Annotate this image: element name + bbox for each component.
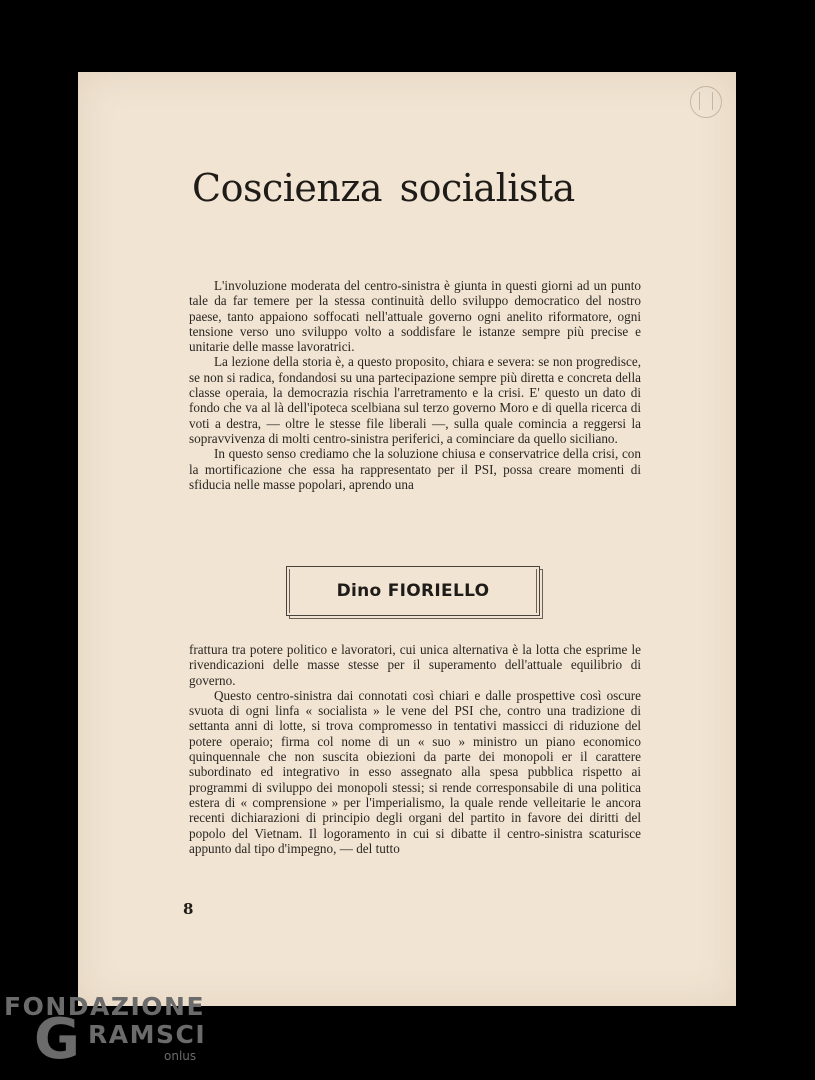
archive-watermark: [4, 992, 207, 1072]
paragraph: In questo senso crediamo che la soluzione chiusa e conservatrice della crisi, con la mortificazione che essa ha rappresentato per il PSI, possa creare momenti di sfiducia nelle masse popolari, aprendo una: [189, 446, 641, 492]
document-page: [78, 72, 736, 1006]
article-body-top: [189, 278, 641, 492]
watermark-line3: onlus: [164, 1049, 197, 1063]
article-title: Coscienza socialista: [192, 166, 575, 210]
archive-stamp-icon: [690, 86, 722, 118]
paragraph: La lezione della storia è, a questo proposito, chiara e severa: se non progredisce, se non si radica, fondandosi su una partecipazione sempre più diretta e concreta della classe operaia, la democrazia rischia l'arretramento e la crisi. E' questo un dato di fondo che va al là dell'ipoteca scelbiana sul terzo governo Moro e di quella ricerca di voti a destra, — oltre le stesse file liberali —, sulla quale comincia a reggersi la sopravvivenza di molti centro-sinistra periferici, a cominciare da quello siciliano.: [189, 354, 641, 446]
watermark-line1: FONDAZIONE: [4, 992, 206, 1021]
paragraph: Questo centro-sinistra dai connotati così chiari e dalle prospettive così oscure svuota di ogni linfa « socialista » le vene del PSI che, contro una tradizione di settanta anni di lotte, si trova compromesso in tentativi massicci di riduzione del potere operaio; firma col nome di un « suo » ministro un piano economico quinquennale che non suscita obiezioni da parte dei monopoli er il carattere subordinato ed integrativo in esso assegnato alla spesa pubblica rispetto ai programmi di sviluppo dei monopoli stessi; si rende corresponsabile di una politica estera di « comprensione » per l'imperialismo, la quale rende velleitarie le ancora recenti dichiarazioni di principio degli organi del partito in favore dei diritti del popolo del Vietnam. Il logoramento in cui si dibatte il centro-sinistra scaturisce appunto dal tipo d'impegno, — del tutto: [189, 687, 641, 856]
paragraph: L'involuzione moderata del centro-sinistra è giunta in questi giorni ad un punto tale da far temere per la stessa continuità dello sviluppo democratico del nostro paese, tanto appaiono soffocati nell'attuale governo ogni anelito riformatore, ogni tensione verso uno sviluppo volto a soddisfare le istanze sempre più precise e unitarie delle masse lavoratrici.: [189, 278, 641, 355]
article-body-bottom: [189, 642, 641, 856]
page-number: 8: [183, 900, 194, 918]
author-name: Dino FIORIELLO: [336, 581, 490, 601]
paragraph: frattura tra potere politico e lavoratori, cui unica alternativa è la lotta che esprime le rivendicazioni delle masse stesse per il superamento dell'attuale equilibrio di governo.: [189, 642, 641, 688]
watermark-g-logo: G: [34, 1007, 80, 1072]
watermark-line2: RAMSCI: [88, 1020, 207, 1049]
author-box: [286, 566, 540, 616]
